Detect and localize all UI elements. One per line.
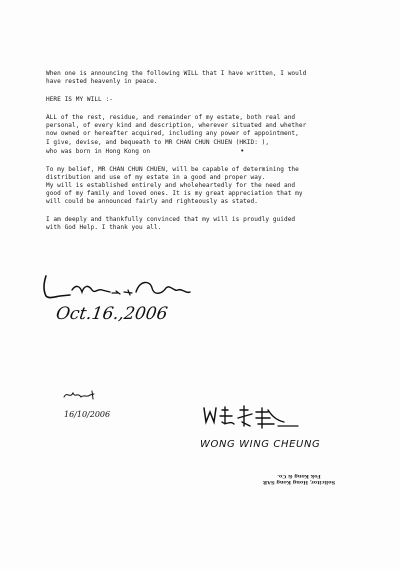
intro-line: When one is announcing the following WILL that I have written, I would — [46, 70, 307, 77]
will-body — [46, 70, 376, 232]
intro-paragraph — [46, 70, 376, 86]
residue-line-last — [46, 147, 376, 156]
chinese-signature — [198, 402, 308, 436]
witness-initials — [62, 388, 98, 402]
residue-line: ALL of the rest, residue, and remainder of my estate, both real and — [46, 114, 296, 122]
signature-date-handwriting — [54, 300, 169, 326]
witness-date-handwriting — [62, 406, 122, 422]
residue-line: personal, of every kind and description, wherever situated and whether — [46, 122, 307, 130]
solicitor-stamp — [262, 468, 336, 484]
will-heading: HERE IS MY WILL :- — [46, 96, 113, 104]
belief-line: distribution and use of my estate in a good and proper way. — [46, 173, 266, 181]
intro-line: have rested heavenly in peace. — [46, 78, 158, 86]
residue-line: now owned or hereafter acquired, including any power of appointment, — [46, 130, 299, 138]
belief-line: good of my family and loved ones. It is my great appreciation that my — [46, 190, 303, 198]
signature-date: Oct.16.,2006 — [54, 304, 169, 324]
redaction-dot: • — [240, 146, 245, 155]
testator-signature — [40, 272, 200, 302]
residue-line: who was born in Hong Kong on — [46, 147, 151, 155]
belief-line: To my belief, MR CHAN CHUN CHUEN, will be capable of determining the — [46, 165, 299, 173]
residue-line: I give, devise, and bequeath to MR CHAN CHUN CHUEN (HKID: ), — [46, 138, 270, 146]
closing-paragraph — [46, 216, 376, 232]
stamp-line: Fok Kong & Co. — [277, 473, 321, 480]
belief-line: My will is established entirely and wholeheartedly for the need and — [46, 181, 296, 189]
belief-paragraph — [46, 166, 376, 206]
witness-date: 16/10/2006 — [64, 410, 111, 419]
closing-line: with God Help. I thank you all. — [46, 224, 162, 232]
residue-paragraph — [46, 114, 376, 155]
printed-name-handwriting — [198, 434, 348, 452]
closing-line: I am deeply and thankfully convinced that my will is proudly guided — [46, 216, 296, 224]
stamp-line: Solicitor, Hong Kong SAR — [262, 479, 336, 485]
printed-name: WONG WING CHEUNG — [200, 439, 321, 450]
belief-line: will could be announced fairly and righteously as stated. — [46, 198, 258, 206]
